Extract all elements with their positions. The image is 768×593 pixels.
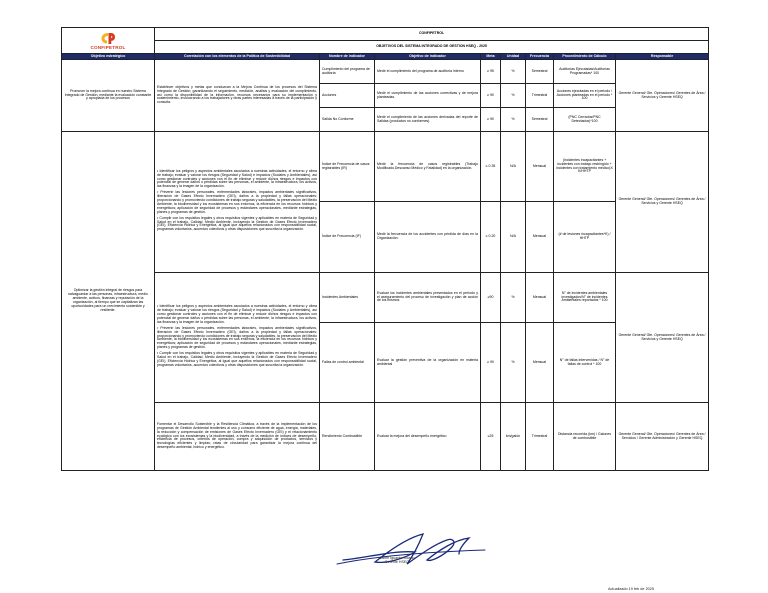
indicator-unit: N/A [501,202,526,273]
policy-correlation-2b [155,273,320,403]
responsible-2b: Gerente General/ Gte. Operaciones/ Gerentes de Área / Servicios y Gerente HSEQ [616,273,709,403]
policy-correlation-2a [155,132,320,273]
indicator-name: Índice de Frecuencia (IF) [320,202,375,273]
indicator-objective: Medir la frecuencia de casos registrables (Trabajo Modificado,Descanso Médico y Fatalidad) en la organización. [375,132,481,202]
indicator-frequency: Trimestral [526,84,554,108]
responsible-2c: Gerente General/ Gte. Operaciones/ Gerentes de Área / Servicios / Gerente Administración y Gerente HSEQ [616,403,709,471]
indicator-objective: Medir el cumplimiento del programa de auditoría interno [375,60,481,84]
col-meta: Meta [481,54,501,60]
indicator-goal: ≥ 90 [481,108,501,132]
indicator-name: Rendimiento Combustible [320,403,375,471]
signature-image [335,520,495,580]
col-frecuencia: Frecuencia [526,54,554,60]
indicator-objective: Evaluar la mejora del desempeño energético [375,403,481,471]
indicator-frequency: Mensual [526,323,554,403]
col-procedimiento: Procedimiento de Cálculo [554,54,616,60]
col-objetivo-indicador: Objetivo de Indicador [375,54,481,60]
indicator-objective: Medir el cumplimiento de las acciones correctivas y de mejora planteadas. [375,84,481,108]
table-row [62,273,709,323]
col-unidad: Unidad [501,54,526,60]
indicator-unit: km/galón [501,403,526,471]
correlation-bullet: • Prevenir las lesiones personales, enfermedades laborales, impactos ambientales significativos, liberación de Gases Efecto Invernadero (GEI), daños a la propiedad y fallas operacionales; proporcionando y promoviendo condiciones de trabajo seguras y saludables, la preservación del Medio Ambiente, la biodiversidad y los ecosistemas en sus entornos, la eficiencia en los recursos hídricos y energéticos; aplicación de seguridad de procesos y estándares operacionales, mediante estrategias, planes y programas de gestión. [157,325,317,350]
indicator-frequency: Semestral [526,60,554,84]
indicator-calculation: Auditorías Ejecutadas/Auditorías Programadas* 100 [554,60,616,84]
logo-wordmark: CONFIPETROL [90,44,126,50]
indicator-goal: ≥90 [481,273,501,323]
indicator-calculation: N° de fallas intervenidas / N° de fallas de control * 100 [554,323,616,403]
indicator-calculation: N° de incidentes ambientales investigados/N° de incidentes Ambientales reportados * 100 [554,273,616,323]
indicator-name: Fallas de control ambiental [320,323,375,403]
indicator-unit: % [501,60,526,84]
table-row [62,60,709,84]
objectives-table [61,27,709,471]
indicator-frequency: Mensual [526,273,554,323]
table-row [62,403,709,471]
strategic-objective-1: Promover la mejora continua en nuestro Sistema Integrado de Gestión, mediante la evaluación constante y apropiada de los procesos [62,60,155,132]
indicator-objective: Evaluar la gestión preventiva de la organización en materia ambiental [375,323,481,403]
strategic-objective-2: Optimizar la gestión integral de riesgos para salvaguardar a las personas, infraestructura, medio ambiente, activos, finanzas y reputación de la organización, al tiempo que se capitalizan las oportunidades para un crecimiento sostenible y resiliente. [62,132,155,471]
company-name: CONFIPETROL [155,28,709,41]
indicator-frequency: Semestral [526,108,554,132]
signature-caption [352,556,442,564]
indicator-goal: ≤25 [481,403,501,471]
indicator-calculation: (# de lesiones incapacitantes*K) / HHTP [554,202,616,273]
policy-correlation-1: Establecer objetivos y metas que conduzcan a la Mejora Continua de los procesos del Sistema Integrado de Gestión; garantizando el seguimiento, medición, análisis y evaluación del cumplimiento, así como la disponibilidad de la información, recursos necesarios para su implementación y sostenimiento, involucrando a los trabajadores y otras partes interesadas a través de la participación y consulta. [155,60,320,132]
indicator-calculation: Distancia recorrida (km) / Galones de combustible [554,403,616,471]
signer-name: Jaime Iguarán Solano [379,556,415,560]
responsible-1: Gerente General/ Gte. Operaciones/ Gerentes de Área / Servicios y Gerente HSEQ [616,60,709,132]
indicator-goal: ≤ 0.35 [481,132,501,202]
logo-cell [62,28,155,54]
indicator-name: Salida No Conforme [320,108,375,132]
policy-correlation-2c: Fomentar el Desarrollo Sostenible y la Resiliencia Climática, a través de la implementación de los programas de Gestión Ambiental tendientes al uso y consumo eficiente de agua, energía, materiales, la reducción y compensación de emisiones de Gases Efecto Invernadero (GEI) y el relacionamiento ecológico con los ecosistemas y la biodiversidad, a través de la medición de índices de desempeño, eficiencia de procesos, criterios de operación, compra y adquisición de productos, servicios y tecnologías eficientes y limpias; ratas de circularidad para garantizar la mejora continua del desempeño ambiental, hídrico y energético. [155,403,320,471]
indicator-goal: ≤ 0.20 [481,202,501,273]
correlation-bullet: • Identificar los peligros y aspectos ambientales asociados a nuestras actividades, el entorno y clima de trabajo; evaluar y valorar los riesgos (Seguridad y Salud) e impactos (Sociales y Ambientales), así como gestionar controles y acciones con el fin de eliminar y reducir dichos riesgos e impactos con potencial de generar daños o pérdidas sobre las personas, el ambiente, la infraestructura, los activos, las finanzas y la imagen de la organización. [157,168,317,189]
col-objetivo-estrategico: Objetivo estratégico [62,54,155,60]
indicator-name: Índice de Frecuencia de casos registrables (IR) [320,132,375,202]
indicator-name: Cumplimiento del programa de auditoría [320,60,375,84]
correlation-bullet: • Identificar los peligros y aspectos ambientales asociados a nuestras actividades, el entorno y clima de trabajo; evaluar y valorar los riesgos (Seguridad y Salud) e impactos (Sociales y Ambientales), así como gestionar controles y acciones con el fin de eliminar y reducir dichos riesgos e impactos con potencial de generar daños o pérdidas sobre las personas, el ambiente, la infraestructura, los activos, las finanzas y la imagen de la organización. [157,304,317,324]
col-correlacion: Correlación con los elementos de la Política de Sostenibilidad [155,54,320,60]
indicator-frequency: Mensual [526,202,554,273]
indicator-name: Incidentes Ambientales [320,273,375,323]
correlation-bullet: • Cumplir con los requisitos legales y otros requisitos vigentes y aplicables en materia de Seguridad y Salud en el trabajo, Calidad, Medio Ambiente, incluyendo la Gestión de Gases Efecto Invernadero (GEI), Eficiencia Hídrica y Energética, al igual que aquellos relacionados con responsabilidad social, programas voluntarios, acuerdos colectivos y otras disposiciones que suscriba la organización. [157,215,317,232]
indicator-calculation: Acciones ejecutadas en el periodo / Acciones planteadas en el periodo * 100 [554,84,616,108]
indicator-objective: Medir la frecuencia de los accidentes con pérdida de días en la Organización. [375,202,481,273]
updated-date: Actualizado 19 feb de 2025 [608,587,655,591]
table-row [62,132,709,202]
signer-role: Gerente HSEQ [384,560,410,565]
indicator-objective: Medir el cumplimiento de las acciones derivadas del reporte de Salidas (productos no conformes). [375,108,481,132]
indicator-calculation: (Incidentes incapacitantes + incidentes con trabajo restringido + incidentes con tratamiento médico)X K/HHTP [554,132,616,202]
indicator-calculation: (PNC Cerrados/PNC Detectados)*100 [554,108,616,132]
document-title: OBJETIVOS DEL SISTEMA INTEGRADO DE GESTION HSEQ - 2025 [155,41,709,54]
col-nombre-indicador: Nombre de Indicador [320,54,375,60]
indicator-unit: % [501,108,526,132]
indicator-frequency: Trimestral [526,403,554,471]
correlation-bullet: • Prevenir las lesiones personales, enfermedades laborales, impactos ambientales significativos, liberación de Gases Efecto Invernadero (GEI), daños a la propiedad y fallas operacionales; proporcionando y promoviendo condiciones de trabajo seguras y saludables, la preservación del Medio Ambiente, la biodiversidad y los ecosistemas en sus entornos, la eficiencia en los recursos hídricos y energéticos; aplicación de seguridad de procesos y estándares operacionales, mediante estrategias, planes y programas de gestión. [157,190,317,214]
objectives-sheet [61,27,708,471]
indicator-objective: Evaluar los incidentes ambientales presentados en el periodo y el aseguramiento del proceso de investigación y plan de acción de los mismos [375,273,481,323]
responsible-2a: Gerente General/ Gte. Operaciones/ Gerentes de Área / Servicios y Gerente HSEQ [616,132,709,273]
indicator-goal: ≥ 90 [481,84,501,108]
col-responsable: Responsable [616,54,709,60]
indicator-unit: % [501,273,526,323]
indicator-name: Acciones [320,84,375,108]
indicator-unit: % [501,323,526,403]
indicator-unit: % [501,84,526,108]
indicator-frequency: Mensual [526,132,554,202]
correlation-bullet: • Cumplir con los requisitos legales y otros requisitos vigentes y aplicables en materia de Seguridad y Salud en el trabajo, Calidad, Medio Ambiente, incluyendo la Gestión de Gases Efecto Invernadero (GEI), Eficiencia Hídrica y Energética, al igual que aquellos relacionados con responsabilidad social, programas voluntarios, acuerdos colectivos y otras disposiciones que suscriba la organización. [157,351,317,367]
indicator-unit: N/A [501,132,526,202]
indicator-goal: ≥ 90 [481,323,501,403]
indicator-goal: ≥ 95 [481,60,501,84]
confipetrol-logo-icon [100,32,116,45]
